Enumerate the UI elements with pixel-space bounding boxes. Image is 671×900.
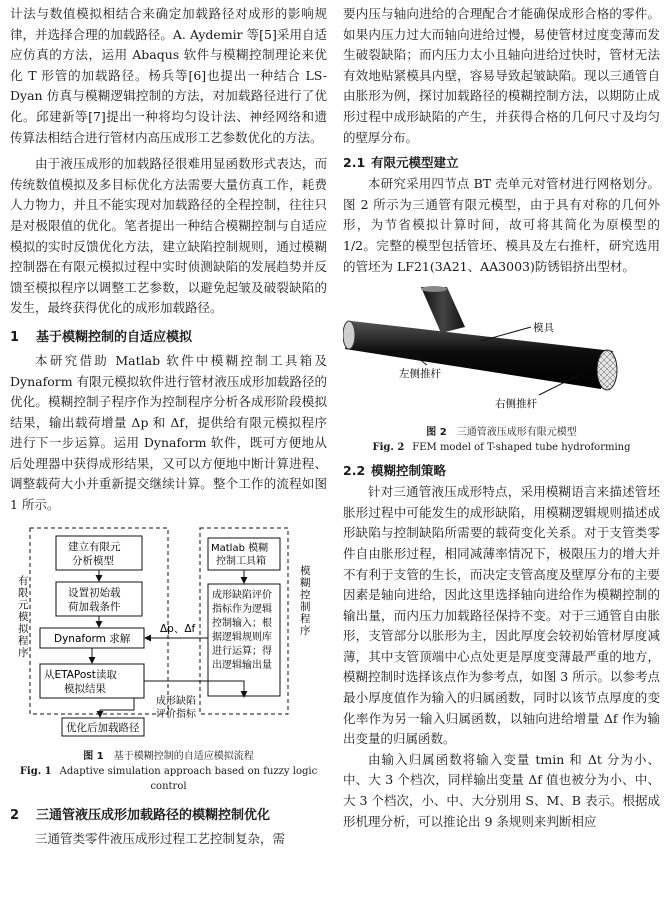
left-rod-label: 左侧推杆 [399,368,441,381]
matlab-box-text: Matlab 模糊控制工具箱 [211,542,269,567]
subsection-heading-2-1 [343,153,660,171]
paragraph: 由输入归属函数将输入变量 tmin 和 Δt 分为小、中、大 3 个档次，同样输出变量 Δf 值也被分为小、中、大 3 个档次，小、中、大分别用 S、M、B 表示。根据成形机理分析，可以推论出 9 条规则来判断相应 [343,751,660,829]
figure-number: 图 2 [426,427,447,439]
figure-number: 图 1 [83,750,104,762]
main-tube [345,321,613,389]
right-column [343,4,660,832]
figure-caption-en: FEM model of T-shaped tube hydroforming [412,442,631,454]
flowchart-diagram [10,524,327,739]
final-path-box-text: 优化后加载路径 [66,721,140,734]
dp-df-label: Δp、Δf [160,622,196,635]
figure-2-caption-en [343,440,660,455]
subsection-title: 模糊控制策略 [371,463,447,479]
branch-pipe [421,287,465,333]
paragraph: 本研究借助 Matlab 软件中模糊控制工具箱及 Dynaform 有限元模拟软件进行管材液压成形加载路径的优化。模糊控制子程序作为控制程序分析各成形阶段模拟结果，输出载荷增量 Δp 和 Δf，提供给有限元模拟程序进行下一步运算。运用 Dynaform 软件，既可方便地从后处理器中获得成形结果，又可以方便地中断计算进程、调整载荷大小并重新提交继续计算。整个工作的流程如图 1 所示。 [10,352,327,513]
figure-1-caption-cn [10,747,327,762]
figure-caption: 基于模糊控制的自适应模拟流程 [113,750,254,762]
section-number: 1 [10,329,20,345]
figure-1 [10,524,327,794]
eval-box-text: 成形缺陷评价指标作为逻辑控制输入；根据逻辑规则库进行运算；得出逻辑输出量 [212,589,272,671]
section-title: 三通管液压成形加载路径的模糊控制优化 [36,807,271,823]
defect-index-label: 成形缺陷评价指标 [156,695,196,720]
figure-caption-en: Adaptive simulation approach based on fuzzy logic control [59,765,318,792]
figure-1-caption-en [10,764,327,794]
right-rod-mesh [597,350,617,390]
fe-program-label: 有限元模拟程序 [18,574,29,659]
figure-2 [343,285,660,455]
right-rod-label: 右侧推杆 [495,398,537,411]
paragraph: 要内压与轴向进给的合理配合才能确保成形合格的零件。如果内压力过大而轴向进给过慢，易使管材过度变薄而发生破裂缺陷；而内压力太小且轴向进给过快时，管材无法有效地贴紧模具内壁，容易导致起皱缺陷。现以三通管自由胀形为例，探讨加载路径的模糊控制方法，以期防止成形过程中成形缺陷的产生，并获得合格的几何尺寸及均匀的壁厚分布。 [343,6,660,145]
fuzzy-program-label: 模糊控制程序 [300,564,311,637]
paragraph: 由于液压成形的加载路径很难用显函数形式表达，而传统数值模拟及多目标优化方法需要大量仿真工作，耗费人力物力，并且不能实现对加载路径的全程控制，往往只是对极限值的优化。笔者提出一种结合模糊控制与自适应模拟的实时反馈优化方法，建立缺陷控制规则，通过模糊控制器在有限元模拟过程中实时侦测缺陷的发展趋势并反馈至模拟程序以调整工艺参数，以避免起皱及破裂缺陷的发生，最终获得优化的成形加载路径。 [10,156,327,316]
subsection-number: 2.2 [343,463,366,479]
section-heading-1 [10,326,327,345]
die-label: 模具 [533,322,554,335]
subsection-title: 有限元模型建立 [371,155,459,171]
fem-model-image [343,285,660,415]
dynaform-box-text: Dynaform 求解 [54,632,131,645]
section-number: 2 [10,807,20,823]
paragraph: 计法与数值模拟相结合来确定加载路径对成形的影响规律，并选择合理的加载路径。A. Aydemir 等[5]采用自适应仿真的方法，运用 Abaqus 软件与模糊控制理论来优化 T 形管的加载路径。杨兵等[6]也提出一种结合 LS-Dyan 仿真与模糊逻辑控制的方法，对加载路径进行了优化。邱建新等[7]提出一种将均匀设计法、神经网络和遗传算法相结合进行管材内高压成形工艺参数优化的方法。 [10,6,327,145]
init-load-box-text: 设置初始载荷加载条件 [68,586,121,613]
section-heading-2 [10,804,327,823]
left-end [343,321,355,349]
figure-number-en: Fig. 1 [19,765,52,777]
paragraph: 本研究采用四节点 BT 壳单元对管材进行网格划分。图 2 所示为三通管有限元模型，由于具有对称的几何外形，为节省模拟计算时间，故可将其简化为原模型的 1/2。完整的模型包括管坯、模具及左右推杆，研究选用的管坯为 LF21(3A21、AA3003)防锈铝挤出型材。 [343,176,660,274]
fe-model-box-text: 建立有限元分析模型 [68,540,121,567]
etapost-box-text: 从ETAPost读取模拟结果 [44,668,117,695]
figure-caption: 三通管液压成形有限元模型 [456,427,577,439]
subsection-heading-2-2 [343,461,660,479]
paragraph: 三通管类零件液压成形过程工艺控制复杂，需 [35,830,286,846]
section-title: 基于模糊控制的自适应模拟 [36,329,193,345]
subsection-number: 2.1 [343,155,366,171]
left-column [10,4,327,849]
paragraph: 针对三通管液压成形特点，采用模糊语言来描述管坯胀形过程中可能发生的成形缺陷，用模糊逻辑规则描述成形缺陷与控制缺陷所需要的载荷变化关系。对于支管类零件自由胀形过程，相同减薄率情况下，极限压力的增大并不有利于支管的生长，而决定支管高度及壁厚分布的主要因素是轴向进给，因此这里选择轴向进给作为模糊控制的输出量，而内压力加载路径保持不变。对于三通管自由胀形，支管部分以胀形为主，因此厚度会较初始管材厚度减薄，其中支管顶端中心点处更是厚度变薄最严重的地方，模糊控制时选择该点作为参考点，如图 3 所示。以参考点最小厚度值作为输入的归属函数，同时以该节点厚度的变化率作为另一输入归属函数，以轴向进给增量 Δf 作为输出变量的归属函数。 [343,484,660,747]
figure-2-caption-cn [343,423,660,438]
branch-opening [421,286,447,292]
figure-number-en: Fig. 2 [372,442,405,454]
